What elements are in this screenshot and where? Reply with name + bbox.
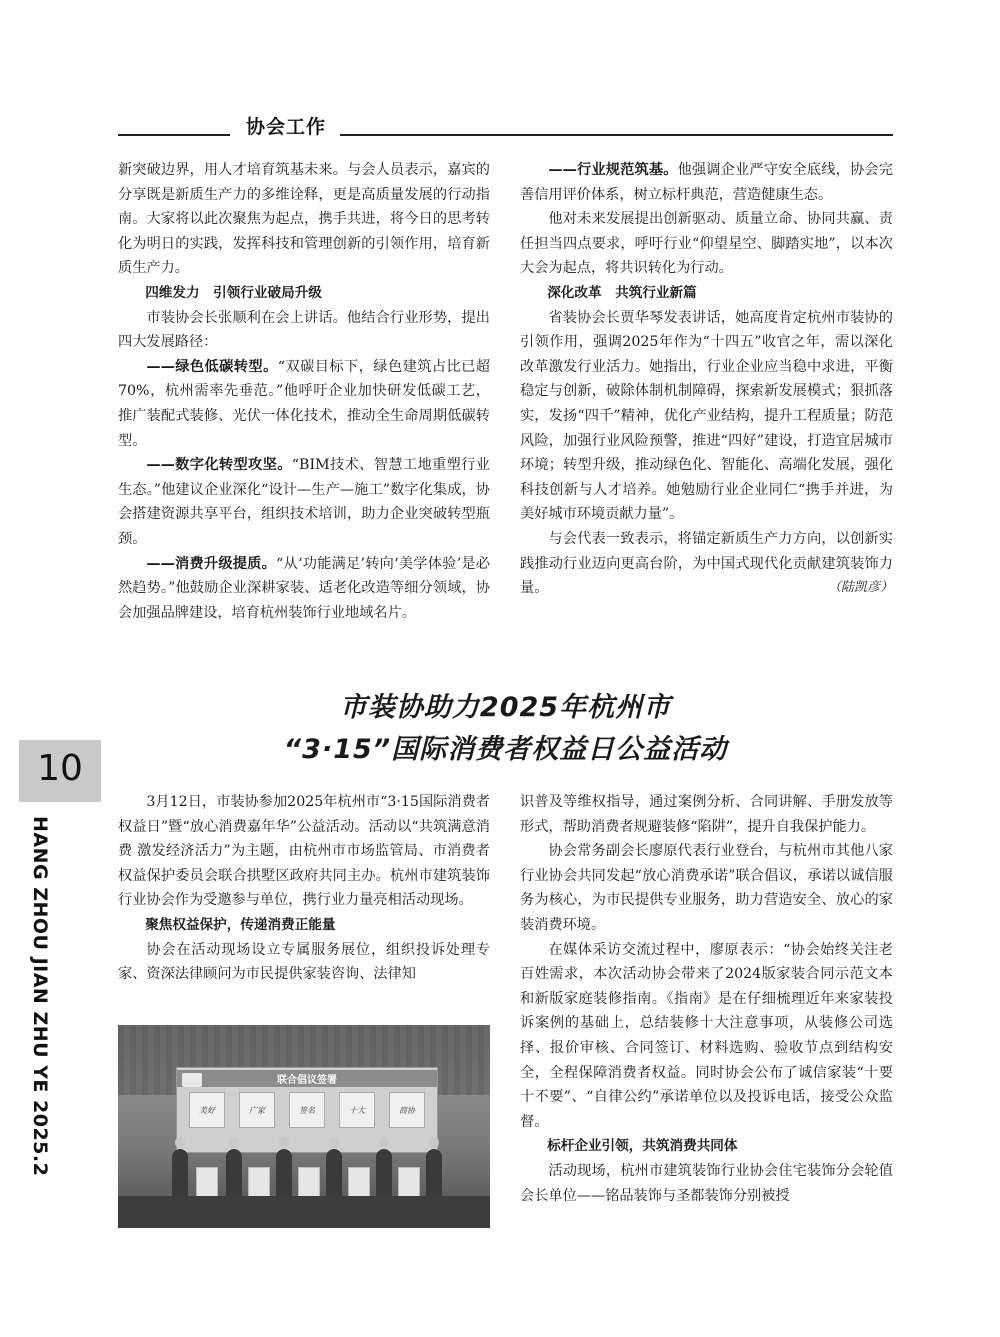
magazine-vertical-title: HANG ZHOU JIAN ZHU YE 2025.2	[29, 816, 51, 1177]
person	[326, 1149, 342, 1201]
paragraph: 在媒体采访交流过程中，廖原表示：“协会始终关注老百姓需求，本次活动协会带来了2024版家装合同示范文本和新版家庭装修指南。《指南》是在仔细梳理近年来家装投诉案例的基础上，总结装修十大注意事项，从装修公司选择、报价审核、合同签订、材料选购、验收节点到结构安全，全程保障消费者权益。同时协会公布了诚信家装“十要十不要”、“自律公约”承诺单位以及投诉电话，接受公众监督。	[520, 941, 893, 1130]
header-rule-left	[118, 134, 230, 136]
paragraph	[118, 355, 490, 453]
lead-text: ——消费升级提质。	[146, 555, 277, 572]
paragraph: 市装协会长张顺利在会上讲话。他结合行业形势，提出四大发展路径：	[118, 309, 490, 351]
event-photo	[118, 1025, 490, 1228]
paragraph-body: 他强调企业严守安全底线，协会完善信用评价体系，树立标杆典范，营造健康生态。	[520, 162, 893, 203]
person	[376, 1149, 392, 1201]
subheading: 聚焦权益保护，传递消费正能量	[145, 916, 336, 933]
paragraph	[118, 552, 490, 626]
signature-card: 商协	[389, 1092, 425, 1128]
organizer-logo	[182, 1073, 202, 1087]
person	[276, 1149, 292, 1201]
person	[172, 1149, 188, 1201]
title-line-2: “3·15”国际消费者权益日公益活动	[283, 734, 728, 765]
paragraph	[520, 158, 893, 207]
paragraph-body: 与会代表一致表示，将锚定新质生产力方向，以创新实践推动行业迈向更高台阶，为中国式现代化贡献建筑装饰力量。	[520, 530, 893, 597]
signature-card: 广家	[239, 1092, 275, 1128]
page-number-tab	[19, 740, 101, 802]
article-title	[118, 688, 893, 772]
paragraph	[520, 527, 893, 601]
signature-card: 十大	[339, 1092, 375, 1128]
signature-card: 美好	[189, 1092, 225, 1128]
paragraph: 识普及等维权指导，通过案例分析、合同讲解、手册发放等形式，帮助消费者规避装修“陷阱”，提升自我保护能力。	[520, 794, 893, 835]
title-line-1: 市装协助力2025年杭州市	[339, 692, 672, 723]
paragraph: 他对未来发展提出创新驱动、质量立命、协同共赢、责任担当四点要求，呼吁行业“仰望星空、脚踏实地”，以本次大会为起点，将共识转化为行动。	[520, 211, 893, 277]
paragraph: 协会常务副会长廖原代表行业登台，与杭州市其他八家行业协会共同发起“放心消费承诺”联合倡议，承诺以诚信服务为核心，为市民提供专业服务，助力营造安全、放心的家装消费环境。	[520, 843, 893, 933]
section-title: 协会工作	[246, 116, 327, 138]
lead-text: ——绿色低碳转型。	[146, 358, 278, 375]
page-number: 10	[37, 748, 83, 789]
header-rule-right	[340, 134, 893, 136]
photo-floor	[118, 1196, 490, 1228]
subheading: 四维发力 引领行业破局升级	[145, 284, 322, 301]
paragraph	[118, 453, 490, 551]
paragraph-body: “双碳目标下，绿色建筑占比已超70%，杭州需率先垂范。”他呼吁企业加快研发低碳工艺，推广装配式装修、光伏一体化技术，推动全生命周期低碳转型。	[118, 358, 490, 449]
lead-text: ——行业规范筑基。	[548, 162, 678, 178]
paragraph-body: “从‘功能满足’转向‘美学体验’是必然趋势。”他鼓励企业深耕家装、适老化改造等细分领域，协会加强品牌建设，培育杭州装饰行业地域名片。	[118, 555, 490, 621]
paragraph: 协会在活动现场设立专属服务展位，组织投诉处理专家、资深法律顾问为市民提供家装咨询、法律知	[118, 941, 490, 983]
lead-text: ——数字化转型攻坚。	[146, 457, 292, 474]
author-credit: （陆凯彦）	[827, 580, 893, 596]
top-left-column	[118, 158, 490, 625]
subheading: 深化改革 共筑行业新篇	[547, 284, 697, 301]
paragraph: 活动现场，杭州市建筑装饰行业协会住宅装饰分会轮值会长单位——铭品装饰与圣都装饰分别被授	[520, 1162, 893, 1204]
paragraph: 省装协会长贾华琴发表讲话，她高度肯定杭州市装协的引领作用，强调2025年作为“十四五”收官之年，需以深化改革激发行业活力。她指出，行业企业应当稳中求进，平衡稳定与创新，破除体制机制障碍，探索新发展模式；狠抓落实，发扬“四千”精神，优化产业结构，提升工程质量；防范风险，加强行业风险预警，推进“四好”建设，打造宜居城市环境；转型升级，推动绿色化、智能化、高端化发展，强化科技创新与人才培养。她勉励行业企业同仁“携手并进，为美好城市环境贡献力量”。	[520, 309, 893, 523]
paragraph: 新突破边界，用人才培育筑基未来。与会人员表示，嘉宾的分享既是新质生产力的多维诠释，更是高质量发展的行动指南。大家将以此次聚焦为起点，携手共进，将今日的思考转化为明日的实践，发挥科技和管理创新的引领作用，培育新质生产力。	[118, 162, 490, 277]
signature-card: 签名	[289, 1092, 325, 1128]
top-right-column	[520, 158, 893, 601]
person	[426, 1149, 442, 1201]
bottom-right-column	[520, 790, 893, 1208]
people-group	[168, 1141, 458, 1201]
banner-title: 联合倡议签署	[177, 1070, 437, 1087]
paragraph-body: “BIM技术、智慧工地重塑行业生态。”他建议企业深化“设计—生产—施工”数字化集成，协会搭建资源共享平台，组织技术培训，助力企业突破转型瓶颈。	[118, 457, 490, 547]
person	[226, 1149, 242, 1201]
section-header	[118, 112, 893, 138]
subheading: 标杆企业引领，共筑消费共同体	[547, 1138, 738, 1155]
bottom-left-column	[118, 790, 490, 987]
paragraph: 3月12日，市装协参加2025年杭州市“3·15国际消费者权益日”暨“放心消费嘉年华”公益活动。活动以“共筑满意消费 激发经济活力”为主题，由杭州市市场监管局、市消费者权益保护委员会联合拱墅区政府共同主办。杭州市建筑装饰行业协会作为受邀参与单位，携行业力量亮相活动现场。	[118, 794, 490, 909]
